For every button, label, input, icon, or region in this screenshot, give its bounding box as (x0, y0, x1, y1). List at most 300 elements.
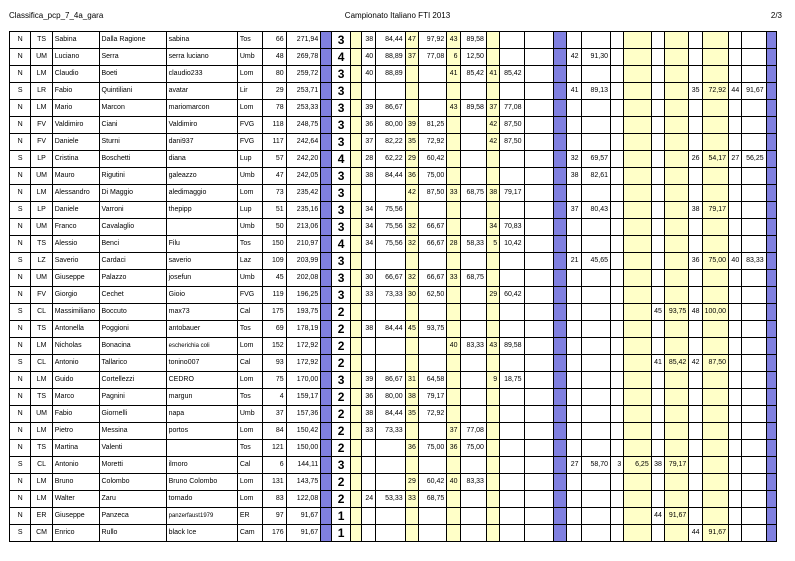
spacer-cell (524, 508, 554, 525)
pts-cell: 28 (447, 236, 460, 253)
pct-cell (664, 423, 688, 440)
pct-cell: 69,57 (581, 151, 611, 168)
pct-cell (664, 474, 688, 491)
nickname-cell: max73 (166, 304, 237, 321)
pct-cell (460, 202, 486, 219)
pts-cell (447, 151, 460, 168)
pct-cell (742, 287, 766, 304)
pts-cell: 37 (405, 49, 418, 66)
team-cell: Lom (237, 185, 262, 202)
pts-cell (611, 508, 624, 525)
pts-cell: 44 (651, 508, 664, 525)
pct-cell: 68,75 (460, 185, 486, 202)
table-row (10, 457, 777, 474)
pct-cell: 45,65 (581, 253, 611, 270)
total-cell: 242,64 (286, 134, 321, 151)
pct-cell (702, 440, 728, 457)
pct-cell (624, 253, 651, 270)
pts-cell (729, 321, 742, 338)
pct-cell (581, 117, 611, 134)
pct-cell (418, 525, 446, 542)
id-cell: 97 (263, 508, 286, 525)
pts-cell (486, 202, 499, 219)
separator-cell (321, 202, 332, 219)
races-cell: 3 (332, 457, 350, 474)
cat-cell: N (10, 440, 31, 457)
pct-cell: 89,13 (581, 83, 611, 100)
pct-cell (702, 134, 728, 151)
total-cell: 210,97 (286, 236, 321, 253)
region-cell: TS (31, 321, 52, 338)
total-cell: 235,16 (286, 202, 321, 219)
pts-cell (447, 508, 460, 525)
pct-cell: 6,25 (624, 457, 651, 474)
cat-cell: N (10, 338, 31, 355)
pts-cell (567, 491, 581, 508)
pts-cell (567, 66, 581, 83)
table-row (10, 270, 777, 287)
pts-cell: 42 (486, 117, 499, 134)
spacer-cell (524, 202, 554, 219)
table-row (10, 389, 777, 406)
pts-cell (651, 134, 664, 151)
separator-cell (321, 185, 332, 202)
pct-cell: 68,75 (418, 491, 446, 508)
id-cell: 51 (263, 202, 286, 219)
pts-cell: 34 (361, 219, 375, 236)
pts-cell (567, 440, 581, 457)
pct-cell (460, 253, 486, 270)
races-cell: 1 (332, 525, 350, 542)
races-cell: 3 (332, 83, 350, 100)
pts-cell (361, 457, 375, 474)
pct-cell (500, 168, 524, 185)
pts-cell (611, 474, 624, 491)
separator-cell (554, 457, 567, 474)
pct-cell: 85,42 (460, 66, 486, 83)
spacer-cell (350, 338, 361, 355)
spacer-cell (350, 66, 361, 83)
region-cell: CM (31, 525, 52, 542)
pts-cell (651, 440, 664, 457)
pts-cell: 38 (361, 168, 375, 185)
pts-cell (651, 202, 664, 219)
pct-cell (742, 457, 766, 474)
separator-cell (321, 100, 332, 117)
pct-cell (581, 219, 611, 236)
team-cell: Tos (237, 389, 262, 406)
total-cell: 172,92 (286, 338, 321, 355)
pct-cell (500, 474, 524, 491)
nickname-cell: Bruno Colombo (166, 474, 237, 491)
pts-cell (651, 372, 664, 389)
spacer-cell (350, 423, 361, 440)
pts-cell (486, 406, 499, 423)
pts-cell (651, 49, 664, 66)
pct-cell: 75,00 (702, 253, 728, 270)
pts-cell: 38 (361, 321, 375, 338)
id-cell: 48 (263, 49, 286, 66)
pct-cell (624, 372, 651, 389)
pct-cell (742, 100, 766, 117)
pts-cell (611, 491, 624, 508)
separator-cell (766, 202, 776, 219)
pts-cell (689, 321, 702, 338)
pts-cell: 43 (447, 32, 460, 49)
spacer-cell (350, 355, 361, 372)
pct-cell: 62,22 (376, 151, 406, 168)
table-row (10, 117, 777, 134)
pts-cell (567, 134, 581, 151)
pct-cell (664, 32, 688, 49)
pct-cell: 81,25 (418, 117, 446, 134)
region-cell: CL (31, 355, 52, 372)
pct-cell (624, 338, 651, 355)
pts-cell (689, 389, 702, 406)
pts-cell (729, 457, 742, 474)
pct-cell: 56,25 (742, 151, 766, 168)
pts-cell: 38 (651, 457, 664, 474)
id-cell: 66 (263, 32, 286, 49)
pts-cell (651, 406, 664, 423)
pts-cell (405, 83, 418, 100)
region-cell: ER (31, 508, 52, 525)
pts-cell (729, 508, 742, 525)
pts-cell (689, 66, 702, 83)
id-cell: 73 (263, 185, 286, 202)
spacer-cell (524, 253, 554, 270)
pts-cell: 38 (361, 406, 375, 423)
last-name-cell: Boeti (99, 66, 166, 83)
id-cell: 83 (263, 491, 286, 508)
pct-cell (742, 355, 766, 372)
spacer-cell (524, 440, 554, 457)
id-cell: 78 (263, 100, 286, 117)
nickname-cell: thepipp (166, 202, 237, 219)
pts-cell (611, 321, 624, 338)
team-cell: Lom (237, 338, 262, 355)
spacer-cell (524, 185, 554, 202)
total-cell: 172,92 (286, 355, 321, 372)
spacer-cell (524, 236, 554, 253)
pts-cell: 36 (447, 440, 460, 457)
first-name-cell: Marco (52, 389, 99, 406)
team-cell: Lom (237, 491, 262, 508)
region-cell: UM (31, 219, 52, 236)
last-name-cell: Panzeca (99, 508, 166, 525)
pct-cell (460, 151, 486, 168)
region-cell: LZ (31, 253, 52, 270)
pct-cell (581, 100, 611, 117)
first-name-cell: Mario (52, 100, 99, 117)
pct-cell (418, 338, 446, 355)
cat-cell: N (10, 389, 31, 406)
separator-cell (321, 406, 332, 423)
separator-cell (554, 32, 567, 49)
pct-cell: 84,44 (376, 168, 406, 185)
spacer-cell (350, 185, 361, 202)
separator-cell (321, 321, 332, 338)
pct-cell: 93,75 (418, 321, 446, 338)
team-cell: FVG (237, 287, 262, 304)
pts-cell (689, 185, 702, 202)
pct-cell (376, 185, 406, 202)
races-cell: 2 (332, 440, 350, 457)
table-row (10, 525, 777, 542)
pts-cell (729, 304, 742, 321)
pct-cell (460, 372, 486, 389)
last-name-cell: Poggioni (99, 321, 166, 338)
pct-cell (500, 457, 524, 474)
pts-cell (651, 287, 664, 304)
id-cell: 4 (263, 389, 286, 406)
table-row (10, 440, 777, 457)
separator-cell (321, 474, 332, 491)
pct-cell (702, 236, 728, 253)
region-cell: FV (31, 134, 52, 151)
pts-cell: 37 (447, 423, 460, 440)
region-cell: LM (31, 491, 52, 508)
pts-cell: 32 (405, 219, 418, 236)
pts-cell (689, 32, 702, 49)
races-cell: 2 (332, 474, 350, 491)
pts-cell: 38 (567, 168, 581, 185)
pct-cell (500, 389, 524, 406)
pct-cell: 91,67 (702, 525, 728, 542)
pct-cell (581, 134, 611, 151)
total-cell: 259,72 (286, 66, 321, 83)
separator-cell (554, 389, 567, 406)
pts-cell: 5 (486, 236, 499, 253)
total-cell: 143,75 (286, 474, 321, 491)
pct-cell (376, 525, 406, 542)
separator-cell (321, 117, 332, 134)
pct-cell (742, 66, 766, 83)
nickname-cell: CEDRO (166, 372, 237, 389)
pct-cell (702, 508, 728, 525)
pts-cell (447, 304, 460, 321)
pct-cell (581, 423, 611, 440)
nickname-cell: claudio233 (166, 66, 237, 83)
pts-cell: 40 (361, 49, 375, 66)
pts-cell (729, 389, 742, 406)
pct-cell (500, 440, 524, 457)
pts-cell (447, 134, 460, 151)
pts-cell (447, 202, 460, 219)
pct-cell (460, 219, 486, 236)
cat-cell: N (10, 491, 31, 508)
pct-cell (581, 440, 611, 457)
spacer-cell (524, 304, 554, 321)
pts-cell: 38 (405, 389, 418, 406)
pct-cell (624, 270, 651, 287)
pts-cell (611, 134, 624, 151)
separator-cell (554, 219, 567, 236)
pct-cell (460, 83, 486, 100)
spacer-cell (524, 423, 554, 440)
pct-cell (418, 83, 446, 100)
pct-cell (742, 185, 766, 202)
team-cell: Lom (237, 372, 262, 389)
spacer-cell (350, 168, 361, 185)
pts-cell: 24 (361, 491, 375, 508)
pct-cell (376, 83, 406, 100)
first-name-cell: Fabio (52, 406, 99, 423)
pts-cell: 40 (447, 338, 460, 355)
pts-cell (567, 474, 581, 491)
cat-cell: N (10, 270, 31, 287)
last-name-cell: Cortellezzi (99, 372, 166, 389)
first-name-cell: Bruno (52, 474, 99, 491)
spacer-cell (524, 491, 554, 508)
spacer-cell (350, 304, 361, 321)
pts-cell (567, 270, 581, 287)
pts-cell: 33 (361, 423, 375, 440)
pts-cell (447, 219, 460, 236)
pct-cell: 80,00 (376, 389, 406, 406)
pct-cell (460, 457, 486, 474)
pct-cell (624, 389, 651, 406)
pts-cell: 39 (405, 117, 418, 134)
pct-cell: 80,43 (581, 202, 611, 219)
spacer-cell (350, 253, 361, 270)
pts-cell: 38 (361, 32, 375, 49)
pts-cell (361, 525, 375, 542)
pct-cell (742, 304, 766, 321)
pts-cell: 30 (361, 270, 375, 287)
separator-cell (766, 185, 776, 202)
doc-file-name: Classifica_pcp_7_4a_gara (9, 11, 104, 20)
pts-cell: 35 (405, 134, 418, 151)
pts-cell (651, 270, 664, 287)
first-name-cell: Valdimiro (52, 117, 99, 134)
table-row (10, 355, 777, 372)
nickname-cell: aledimaggio (166, 185, 237, 202)
separator-cell (766, 372, 776, 389)
pts-cell: 27 (729, 151, 742, 168)
table-row (10, 168, 777, 185)
pts-cell (729, 219, 742, 236)
spacer-cell (524, 117, 554, 134)
separator-cell (766, 32, 776, 49)
races-cell: 3 (332, 287, 350, 304)
separator-cell (766, 389, 776, 406)
pct-cell (460, 134, 486, 151)
total-cell: 91,67 (286, 508, 321, 525)
pct-cell: 62,50 (418, 287, 446, 304)
separator-cell (554, 287, 567, 304)
pct-cell: 66,67 (418, 219, 446, 236)
page-number: 2/3 (770, 11, 782, 20)
separator-cell (554, 151, 567, 168)
pct-cell (624, 287, 651, 304)
id-cell: 57 (263, 151, 286, 168)
pts-cell: 37 (486, 100, 499, 117)
pct-cell: 72,92 (418, 406, 446, 423)
cat-cell: S (10, 151, 31, 168)
pct-cell: 89,58 (460, 100, 486, 117)
pts-cell (405, 202, 418, 219)
spacer-cell (524, 525, 554, 542)
pct-cell (624, 49, 651, 66)
pct-cell (742, 525, 766, 542)
pct-cell (664, 287, 688, 304)
pts-cell (729, 491, 742, 508)
pct-cell (664, 83, 688, 100)
pct-cell (460, 168, 486, 185)
pts-cell (405, 355, 418, 372)
separator-cell (554, 355, 567, 372)
pts-cell (729, 236, 742, 253)
pct-cell (581, 66, 611, 83)
pct-cell (581, 270, 611, 287)
nickname-cell: tonino007 (166, 355, 237, 372)
separator-cell (554, 406, 567, 423)
pts-cell: 36 (405, 440, 418, 457)
pts-cell: 45 (651, 304, 664, 321)
nickname-cell: antobauer (166, 321, 237, 338)
region-cell: LM (31, 66, 52, 83)
nickname-cell: mariomarcon (166, 100, 237, 117)
pct-cell (742, 202, 766, 219)
pct-cell (418, 355, 446, 372)
nickname-cell: portos (166, 423, 237, 440)
nickname-cell: serra luciano (166, 49, 237, 66)
total-cell: 170,00 (286, 372, 321, 389)
pts-cell: 36 (361, 117, 375, 134)
table-row (10, 134, 777, 151)
pct-cell (581, 236, 611, 253)
pct-cell (581, 304, 611, 321)
table-row (10, 253, 777, 270)
pct-cell (418, 253, 446, 270)
nickname-cell: Filu (166, 236, 237, 253)
table-row (10, 202, 777, 219)
pct-cell: 53,33 (376, 491, 406, 508)
pct-cell: 73,33 (376, 287, 406, 304)
pts-cell (567, 423, 581, 440)
separator-cell (766, 270, 776, 287)
spacer-cell (350, 372, 361, 389)
separator-cell (321, 49, 332, 66)
separator-cell (766, 423, 776, 440)
table-row (10, 32, 777, 49)
pct-cell: 87,50 (500, 117, 524, 134)
races-cell: 3 (332, 134, 350, 151)
last-name-cell: Ciani (99, 117, 166, 134)
pct-cell (500, 321, 524, 338)
pct-cell (624, 202, 651, 219)
pts-cell (447, 491, 460, 508)
team-cell: FVG (237, 117, 262, 134)
pts-cell (447, 355, 460, 372)
pct-cell (418, 423, 446, 440)
id-cell: 118 (263, 117, 286, 134)
separator-cell (766, 100, 776, 117)
pct-cell: 77,08 (500, 100, 524, 117)
pct-cell: 18,75 (500, 372, 524, 389)
id-cell: 131 (263, 474, 286, 491)
pts-cell (447, 457, 460, 474)
pts-cell (689, 406, 702, 423)
table-row (10, 474, 777, 491)
pct-cell (742, 508, 766, 525)
pct-cell (742, 236, 766, 253)
spacer-cell (524, 134, 554, 151)
table-row (10, 406, 777, 423)
id-cell: 6 (263, 457, 286, 474)
separator-cell (554, 304, 567, 321)
